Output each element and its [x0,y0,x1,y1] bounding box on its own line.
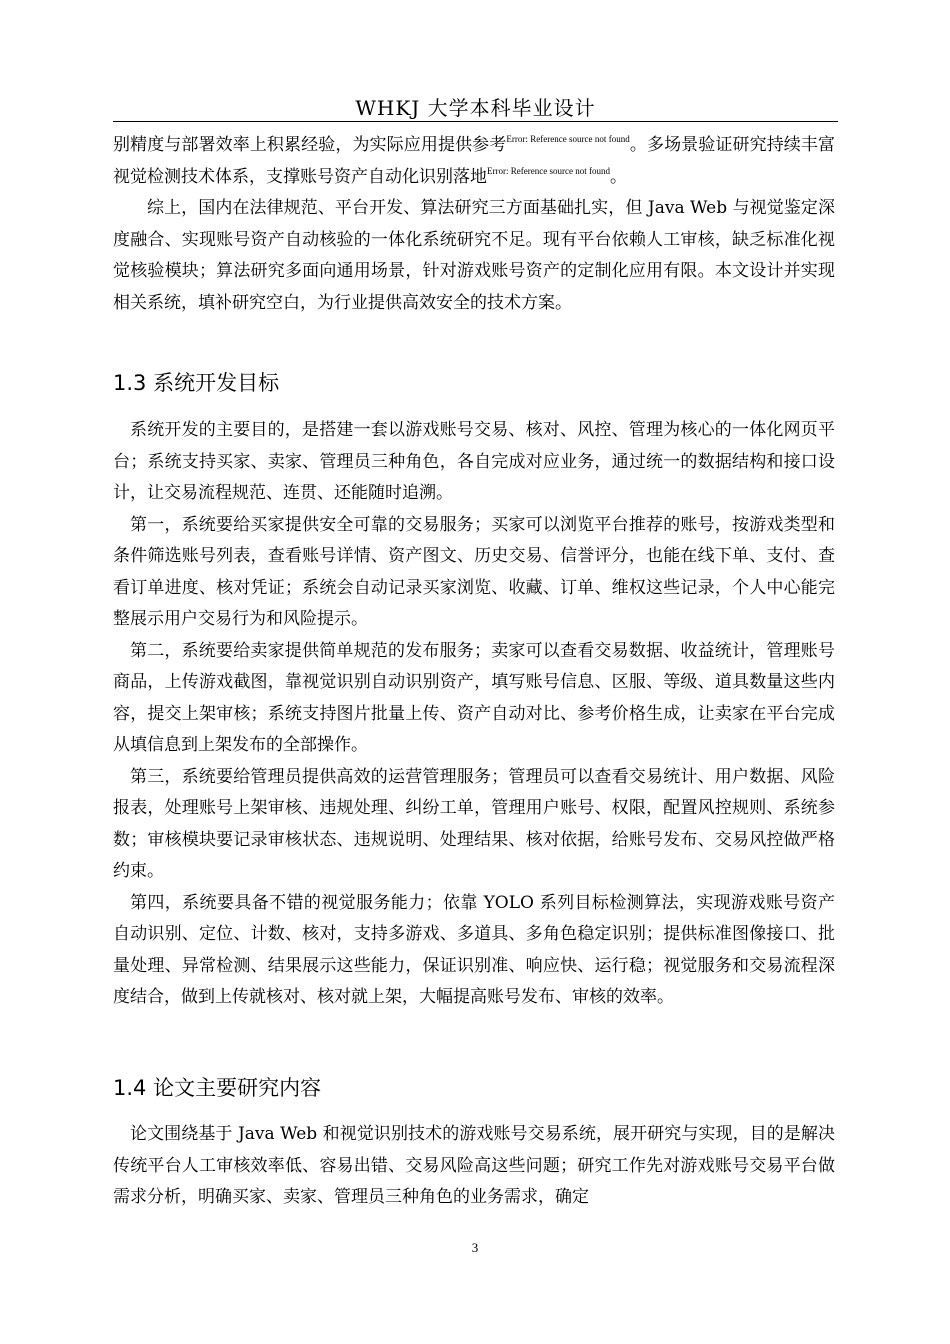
section-1-3-paragraph: 第四，系统要具备不错的视觉服务能力；依靠 YOLO 系列目标检测算法，实现游戏账号资产自动识别、定位、计数、核对，支持多游戏、多道具、多角色稳定识别；提供标准图像接口、批量处理、异常检测、结果展示这些能力，保证识别准、响应快、运行稳；视觉服务和交易流程深度结合，做到上传就核对、核对就上架，大幅提高账号发布、审核的效率。 [113,892,835,1007]
section-1-3-paragraph: 第一，系统要给买家提供安全可靠的交易服务；买家可以浏览平台推荐的账号，按游戏类型和条件筛选账号列表，查看账号详情、资产图文、历史交易、信誉评分，也能在线下单、支付、查看订单进度、核对凭证；系统会自动记录买家浏览、收藏、订单、维权这些记录，个人中心能完整展示用户交易行为和风险提示。 [113,514,835,629]
section-1-3-body [113,415,835,1014]
continuation-text-2: 。多场景验证研究持续丰富视觉检测技术体系，支撑账号资产自动化识别落地 [113,135,836,187]
reference-error-note-2: Error: Reference source not found [487,165,610,176]
section-1-3-paragraph: 系统开发的主要目的，是搭建一套以游戏账号交易、核对、风控、管理为核心的一体化网页平台；系统支持买家、卖家、管理员三种角色，各自完成对应业务，通过统一的数据结构和接口设计，让交易流程规范、连贯、还能随时追溯。 [113,420,835,503]
continuation-paragraph [113,130,835,193]
section-1-3-paragraph: 第三，系统要给管理员提供高效的运营管理服务；管理员可以查看交易统计、用户数据、风险报表，处理账号上架审核、违规处理、纠纷工单，管理用户账号、权限，配置风控规则、系统参数；审核模块要记录审核状态、违规说明、处理结果、核对依据，给账号发布、交易风控做严格约束。 [113,766,835,881]
page-header-title: WHKJ 大学本科毕业设计 [355,96,596,120]
summary-paragraph: 综上，国内在法律规范、平台开发、算法研究三方面基础扎实，但 Java Web 与视觉鉴定深度融合、实现账号资产自动核验的一体化系统研究不足。现有平台依赖人工审核，缺乏标准化视觉核验模块；算法研究多面向通用场景，针对游戏账号资产的定制化应用有限。本文设计并实现相关系统，填补研究空白，为行业提供高效安全的技术方案。 [113,198,835,313]
section-1-4-body [113,1119,835,1214]
intro-text-block [113,130,835,319]
reference-error-note-1: Error: Reference source not found [506,134,630,144]
page-number: 3 [471,1240,479,1255]
continuation-text-3: 。 [609,166,627,187]
continuation-text-1: 别精度与部署效率上积累经验，为实际应用提供参考 [113,135,507,155]
section-1-4-heading: 1.4 论文主要研究内容 [113,1076,322,1100]
header-divider [113,121,838,122]
section-1-3-paragraph: 第二，系统要给卖家提供简单规范的发布服务；卖家可以查看交易数据、收益统计，管理账号商品，上传游戏截图，靠视觉识别自动识别资产，填写账号信息、区服、等级、道具数量这些内容，提交上架审核；系统支持图片批量上传、资产自动对比、参考价格生成，让卖家在平台完成从填信息到上架发布的全部操作。 [113,640,835,755]
section-1-3-heading: 1.3 系统开发目标 [113,371,280,395]
section-1-4-paragraph: 论文围绕基于 Java Web 和视觉识别技术的游戏账号交易系统，展开研究与实现，目的是解决传统平台人工审核效率低、容易出错、交易风险高这些问题；研究工作先对游戏账号交易平台做需求分析，明确买家、卖家、管理员三种角色的业务需求，确定 [113,1124,835,1207]
